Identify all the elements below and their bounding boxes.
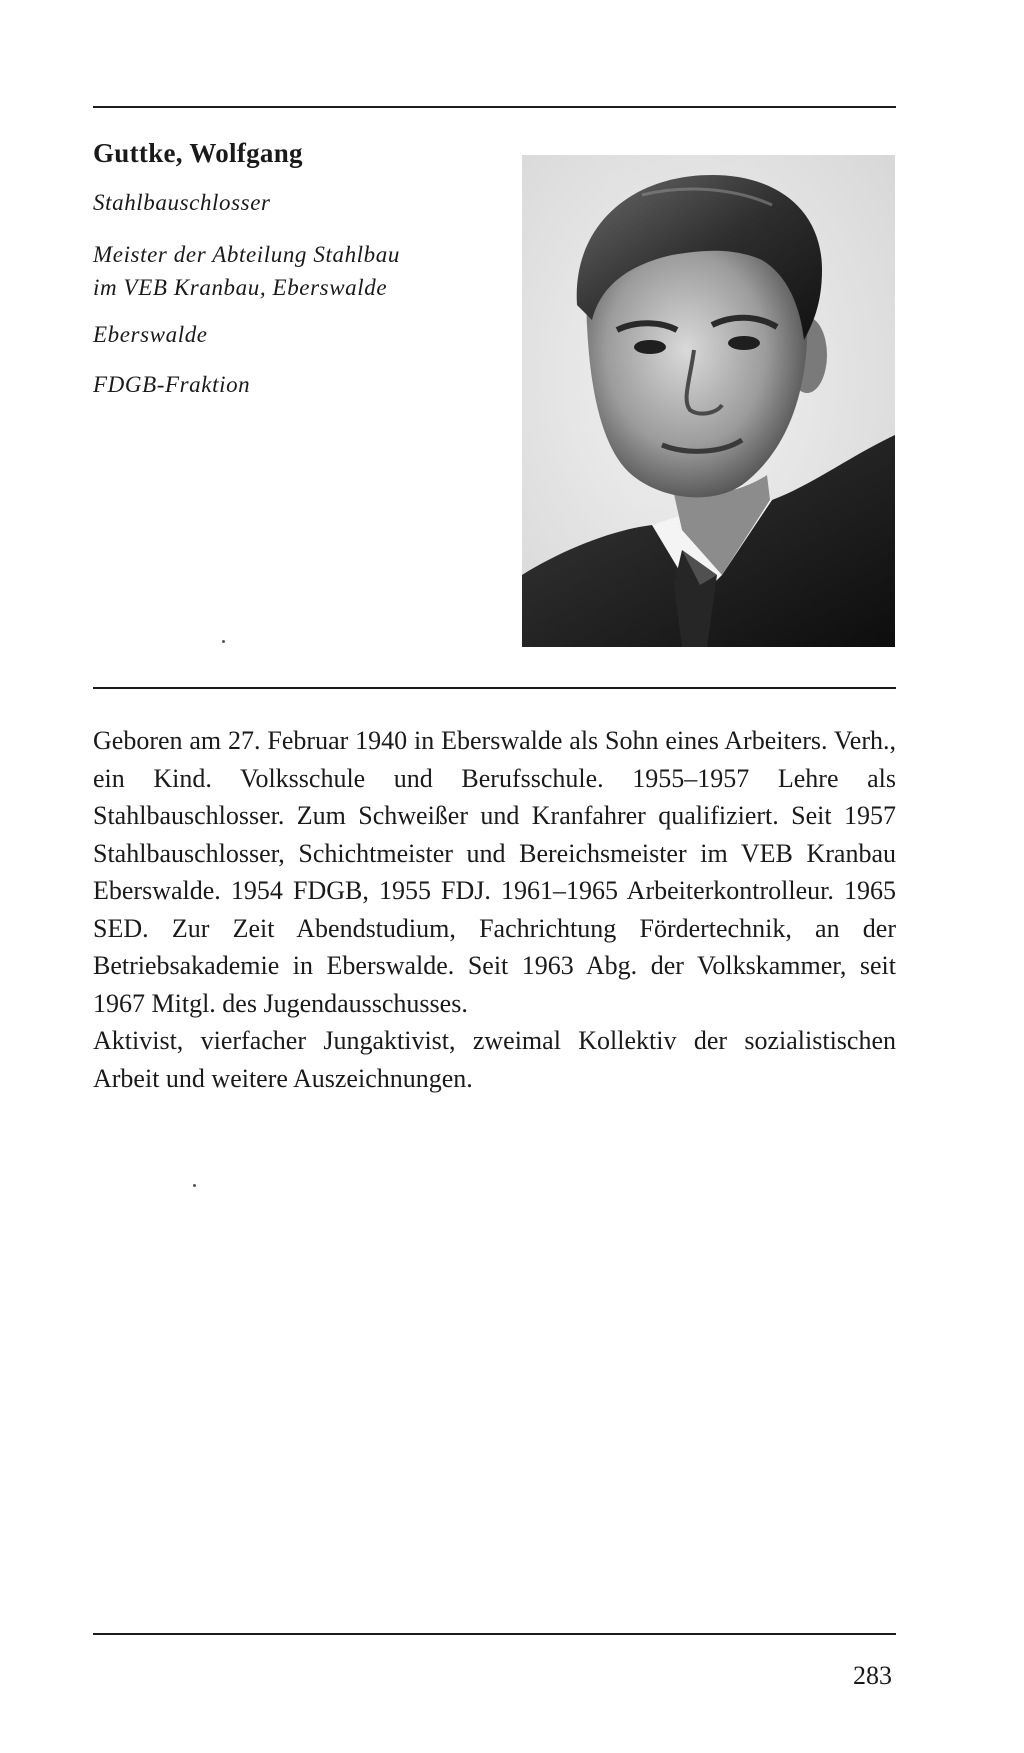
person-name: Guttke, Wolfgang <box>93 138 303 168</box>
position-line-1: Meister der Abteilung Stahlbau <box>93 242 400 267</box>
speck <box>222 640 225 643</box>
constituency-city: Eberswalde <box>93 322 208 347</box>
biography-paragraph-1: Geboren am 27. Februar 1940 in Eberswalde als Sohn eines Arbeiters. Verh., ein Kind. Volksschule und Berufsschule. 1955–1957 Lehre als Stahlbauschlosser. Zum Schweißer und Kranfahrer qualifiziert. Seit 1957 Stahlbauschlosser, Schichtmeister und Bereichsmeister im VEB Kranbau Eberswalde. 1954 FDGB, 1955 FDJ. 1961–1965 Arbeiterkontrolleur. 1965 SED. Zur Zeit Abendstudium, Fachrichtung Fördertechnik, an der Betriebsakademie in Eberswalde. Seit 1963 Abg. der Volkskammer, seit 1967 Mitgl. des Jugendausschusses. <box>93 726 896 1018</box>
faction: FDGB-Fraktion <box>93 372 251 397</box>
position-line-2: im VEB Kranbau, Eberswalde <box>93 275 388 300</box>
top-divider <box>93 106 896 108</box>
speck <box>193 1184 196 1187</box>
biography <box>93 722 896 1097</box>
bottom-divider <box>93 1633 896 1635</box>
position <box>93 238 400 304</box>
occupation: Stahlbauschlosser <box>93 190 271 215</box>
middle-divider <box>93 687 896 689</box>
portrait-photo <box>522 155 895 647</box>
page-number: 283 <box>853 1661 892 1690</box>
biography-paragraph-2: Aktivist, vierfacher Jungaktivist, zweimal Kollektiv der sozialistischen Arbeit und weitere Auszeichnungen. <box>93 1026 896 1093</box>
